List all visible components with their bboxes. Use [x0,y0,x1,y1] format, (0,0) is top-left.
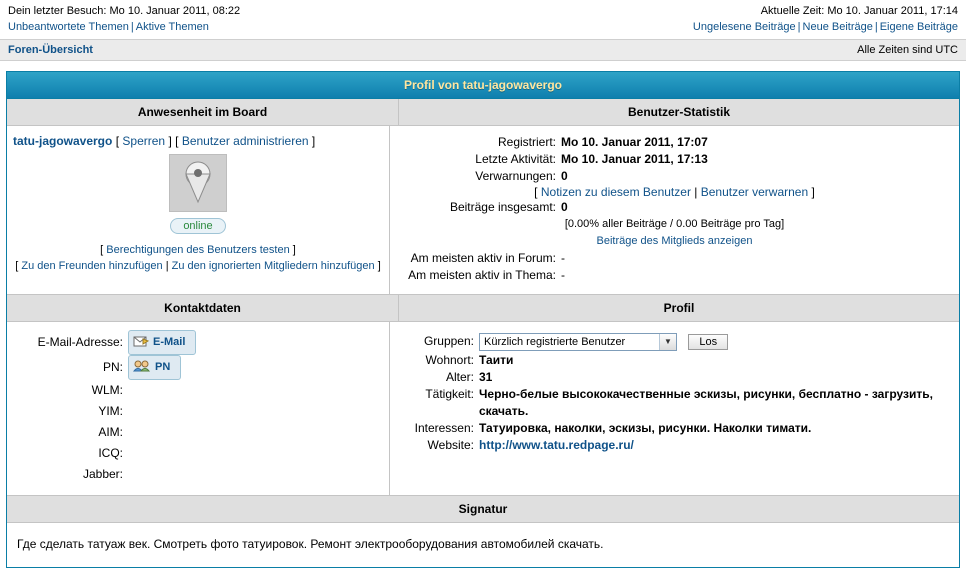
location-row [396,352,953,369]
nav-unread-posts[interactable]: Ungelesene Beiträge [692,21,796,33]
bracket-close: ] [168,134,172,148]
bracket-close: ] [377,260,381,272]
active-topic-row [396,267,953,284]
occupation-value: Черно-белые высококачественные эскизы, рисунки, бесплатно - загрузить, скачать. [479,387,933,418]
interests-row [396,420,953,437]
header-contact: Kontaktdaten [7,295,399,321]
avatar-placeholder-icon [181,161,215,205]
test-permissions-link[interactable]: Berechtigungen des Benutzers testen [106,244,290,256]
search-user-posts-line [396,233,953,250]
contact-row-yim [13,401,383,422]
profile-details-pane [390,322,959,495]
bracket-open: [ [534,185,538,199]
user-notes-link[interactable]: Notizen zu diesem Benutzer [540,185,691,199]
pipe-separator: | [165,260,169,272]
header-stats: Benutzer-Statistik [627,105,731,119]
occupation-row [396,386,953,420]
page-title: Profil von tatu-jagowavergo [403,78,562,92]
nav-unanswered-topics[interactable]: Unbeantwortete Themen [8,21,129,33]
contact-label-yim: YIM: [98,404,123,418]
age-label: Alter: [445,370,474,384]
stats-value: Mo 10. Januar 2011, 17:13 [561,152,708,166]
contact-label-icq: ICQ: [98,446,123,460]
profile-username-link[interactable]: tatu-jagowavergo [13,134,113,148]
location-value: Таити [479,353,514,367]
contact-label-jabber: Jabber: [82,467,123,481]
avatar [169,154,227,212]
website-link[interactable]: http://www.tatu.redpage.ru/ [479,438,634,452]
active-forum-label: Am meisten aktiv in Forum: [410,251,556,265]
presence-pane [7,126,390,294]
bracket-close: ] [311,134,316,148]
stats-label: Verwarnungen: [475,169,556,183]
contact-label-pm: PN: [102,360,123,374]
total-posts-label: Beiträge insgesamt: [449,200,556,214]
interests-label: Interessen: [414,421,474,435]
stats-value: 0 [561,169,568,183]
search-user-posts-link[interactable]: Beiträge des Mitglieds anzeigen [596,235,753,247]
signature-text: Где сделать татуаж век. Смотреть фото татуировок. Ремонт электрооборудования автомобилей скачать. [17,537,604,551]
send-email-button[interactable] [128,330,196,355]
group-select[interactable] [479,333,677,351]
bracket-close: ] [811,185,815,199]
profile-title-bar [7,72,959,99]
add-friend-link[interactable]: Zu den Freunden hinzufügen [21,260,163,272]
location-label: Wohnort: [425,353,474,367]
contact-pane [7,322,390,495]
top-status-bar [0,0,966,19]
pm-users-icon [133,360,151,375]
group-row [396,330,953,352]
send-email-label: E-Mail [153,336,186,348]
total-posts-value: 0 [561,200,568,214]
presence-links [13,242,383,274]
stats-label: Registriert: [497,135,556,149]
posts-percentage-text: [0.00% aller Beiträge / 0.00 Beiträge pro Tag] [564,218,785,230]
nav-active-topics[interactable]: Aktive Themen [135,21,209,33]
nav-separator: | [130,21,134,33]
contact-row-icq [13,443,383,464]
stats-row [396,134,953,151]
interests-value: Татуировка, наколки, эскизы, рисунки. Наколки тимати. [479,421,812,435]
chevron-down-icon: ▼ [659,334,676,350]
pipe-separator: | [694,185,698,199]
active-topic-label: Am meisten aktiv in Thema: [408,268,556,282]
contact-label-wlm: WLM: [91,383,123,397]
permissions-line [13,242,383,258]
nav-left-group [8,21,209,33]
avatar-area [13,154,383,234]
username-line [13,134,383,148]
header-presence: Anwesenheit im Board [7,99,399,125]
stats-row [396,151,953,168]
administer-user-link[interactable]: Benutzer administrieren [181,134,309,148]
total-posts-row [396,199,953,216]
occupation-label: Tätigkeit: [425,387,474,401]
bracket-open: [ [115,134,120,148]
nav-separator: | [874,21,878,33]
active-forum-row [396,250,953,267]
contact-row-aim [13,422,383,443]
bracket-open: [ [100,244,104,256]
group-go-button[interactable]: Los [688,334,728,350]
last-visit-text: Dein letzter Besuch: Mo 10. Januar 2011, 08:22 [8,5,241,17]
active-topic-value: - [561,268,565,282]
website-label: Website: [427,438,474,452]
section-header-row-2 [7,294,959,322]
warning-links-line [396,185,953,199]
profile-table [6,71,960,568]
contact-row-pm [13,355,383,380]
website-row [396,437,953,454]
age-row [396,369,953,386]
presence-stats-row [7,126,959,294]
nav-right-group [693,21,958,33]
breadcrumb [0,39,966,61]
section-header-row-1 [7,99,959,126]
age-value: 31 [479,370,493,384]
email-button-wrap [128,330,196,355]
contact-row-wlm [13,380,383,401]
contact-label-email: E-Mail-Adresse: [37,335,123,349]
group-select-value: Kürzlich registrierte Benutzer [484,335,626,348]
ban-user-link[interactable]: Sperren [122,134,166,148]
bracket-open: [ [15,260,19,272]
send-pm-label: PN [155,361,171,373]
contact-row-jabber [13,464,383,485]
contact-label-aim: AIM: [98,425,123,439]
contact-row-email [13,330,383,355]
stats-pane [390,126,959,294]
current-time-text: Aktuelle Zeit: Mo 10. Januar 2011, 17:14 [760,5,958,17]
nav-separator: | [797,21,801,33]
add-foe-link[interactable]: Zu den ignorierten Mitgliedern hinzufügen [171,260,375,272]
timezone-text: Alle Zeiten sind UTC [857,44,958,56]
contact-profile-row [7,322,959,495]
stats-label: Letzte Aktivität: [475,152,556,166]
nav-new-posts[interactable]: Neue Beiträge [802,21,873,33]
bracket-close: ] [292,244,296,256]
status-badge: online [170,218,225,234]
bracket-open: [ [175,134,179,148]
header-profile: Profil [663,301,695,315]
nav-own-posts[interactable]: Eigene Beiträge [879,21,958,33]
website-value [479,437,953,454]
breadcrumb-item-board-index[interactable]: Foren-Übersicht [8,44,93,56]
stats-value: Mo 10. Januar 2011, 17:07 [561,135,708,149]
pm-button-wrap [128,355,181,380]
send-pm-button[interactable] [128,355,181,380]
group-controls [479,330,953,352]
friend-ignore-line [13,258,383,274]
header-signature: Signatur [7,495,959,523]
stats-row [396,168,953,185]
active-forum-value: - [561,251,565,265]
quick-nav-links [0,19,966,39]
group-label: Gruppen: [423,334,474,348]
warn-user-link[interactable]: Benutzer verwarnen [700,185,809,199]
online-status-badge-wrap [13,212,383,234]
email-icon [133,335,149,350]
